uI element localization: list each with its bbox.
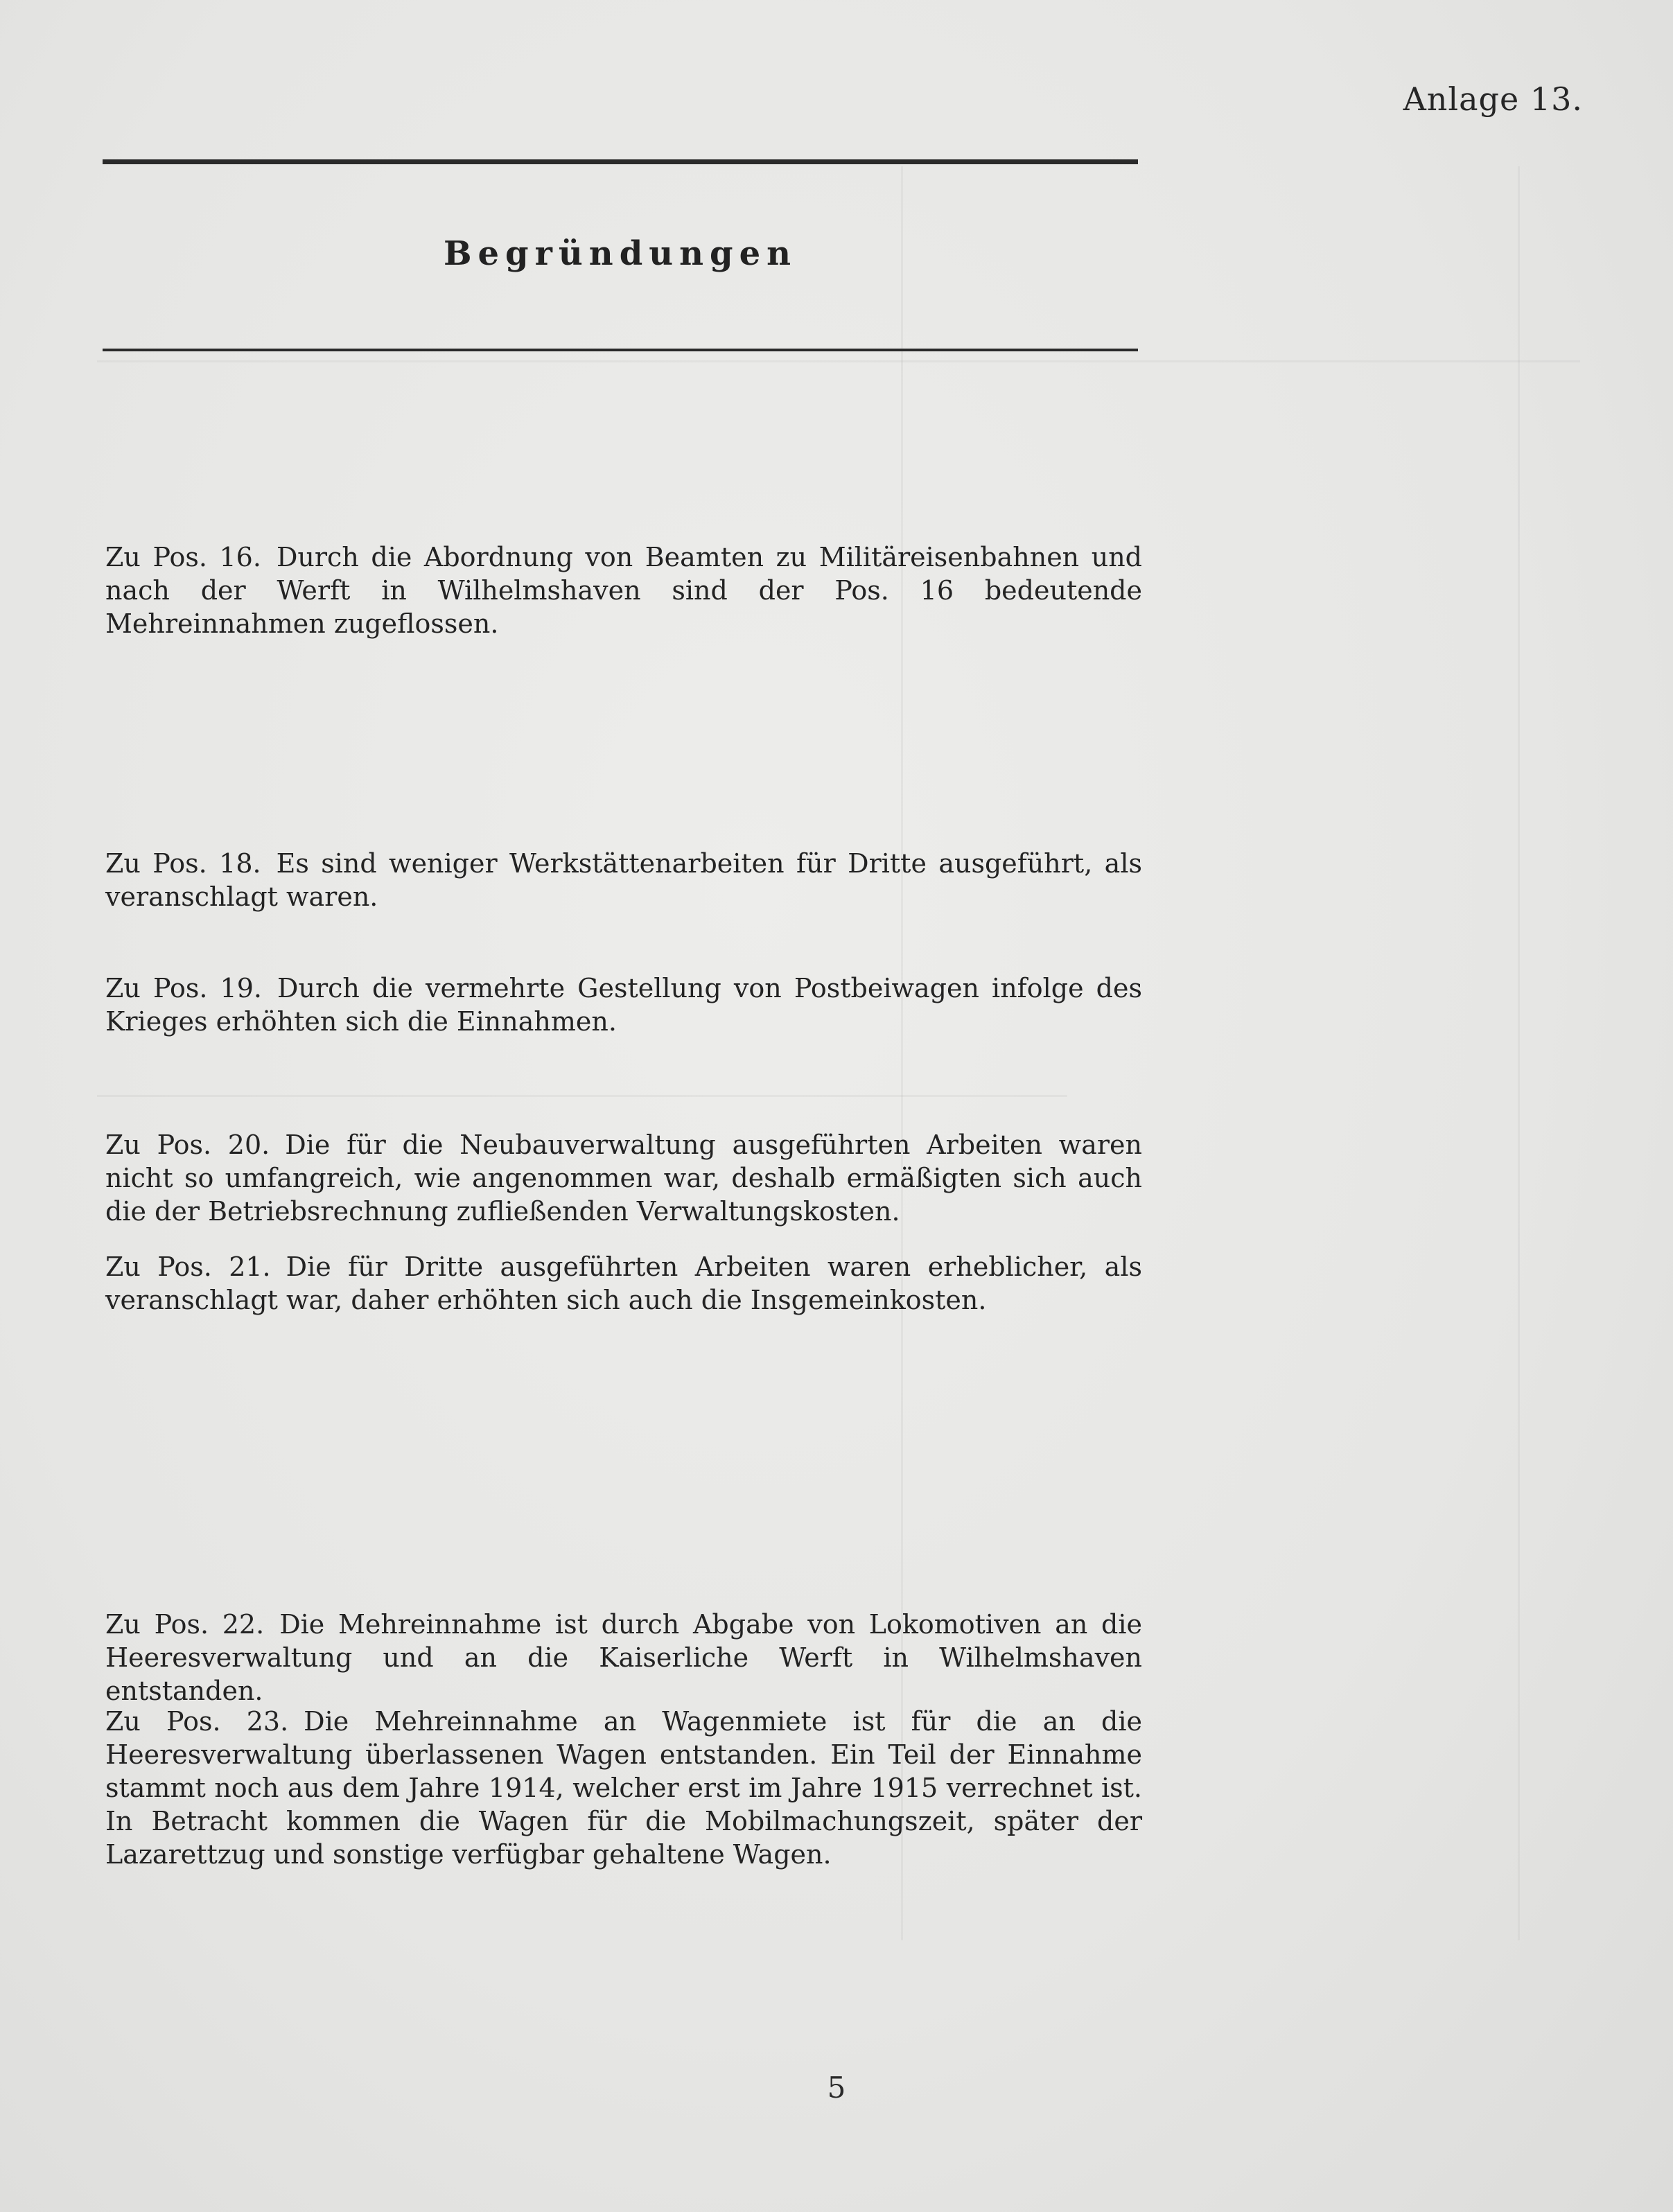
entry-pos-23 [105, 1705, 1142, 1871]
show-through-line [97, 360, 1580, 362]
entry-text: Durch die Abordnung von Beamten zu Militäreisenbahnen und nach der Werft in Wilhelmshaven sind der Pos. 16 bedeutende Mehreinnahmen zugeflossen. [105, 542, 1142, 639]
entry-pos-18 [105, 847, 1142, 913]
entry-text: Die Mehreinnahme ist durch Abgabe von Lokomotiven an die Heeresverwaltung und an die Kaiserliche Werft in Wilhelmshaven entstanden. [105, 1609, 1142, 1706]
header-rule-top [103, 159, 1138, 164]
entry-pos-21 [105, 1250, 1142, 1317]
entry-text: Die für Dritte ausgeführten Arbeiten waren erheblicher, als veranschlagt war, daher erhöhten sich auch die Insgemeinkosten. [105, 1252, 1142, 1315]
entry-ref: Zu Pos. 19. [105, 973, 262, 1003]
entry-text: Die für die Neubauverwaltung ausgeführten Arbeiten waren nicht so umfangreich, wie angenommen war, deshalb ermäßigten sich auch die der Betriebsrechnung zufließenden Verwaltungskosten. [105, 1130, 1142, 1227]
show-through-line [97, 1095, 1067, 1097]
show-through-line [1518, 166, 1520, 1940]
entry-text: Es sind weniger Werkstättenarbeiten für Dritte ausgeführt, als veranschlagt waren. [105, 848, 1142, 912]
annex-label: Anlage 13. [1403, 80, 1583, 118]
entry-text: Durch die vermehrte Gestellung von Postbeiwagen infolge des Krieges erhöhten sich die Einnahmen. [105, 973, 1142, 1037]
entry-ref: Zu Pos. 22. [105, 1609, 265, 1640]
entry-pos-22 [105, 1608, 1142, 1708]
entry-ref: Zu Pos. 16. [105, 542, 261, 572]
entry-pos-16 [105, 541, 1142, 640]
entry-pos-20 [105, 1128, 1142, 1228]
entry-ref: Zu Pos. 23. [105, 1706, 289, 1737]
header-rule-bottom [103, 349, 1138, 351]
section-heading: Begründungen [443, 234, 798, 273]
entry-ref: Zu Pos. 18. [105, 848, 261, 879]
page-number: 5 [827, 2071, 846, 2105]
entry-text: Die Mehreinnahme an Wagenmiete ist für die an die Heeresverwaltung überlassenen Wagen entstanden. Ein Teil der Einnahme stammt noch aus dem Jahre 1914, welcher erst im Jahre 1915 verrechnet ist. In Betracht kommen die Wagen für die Mobilmachungszeit, später der Lazarettzug und sonstige verfügbar gehaltene Wagen. [105, 1706, 1142, 1870]
entry-pos-19 [105, 972, 1142, 1038]
entry-ref: Zu Pos. 20. [105, 1130, 270, 1160]
entry-ref: Zu Pos. 21. [105, 1252, 271, 1282]
